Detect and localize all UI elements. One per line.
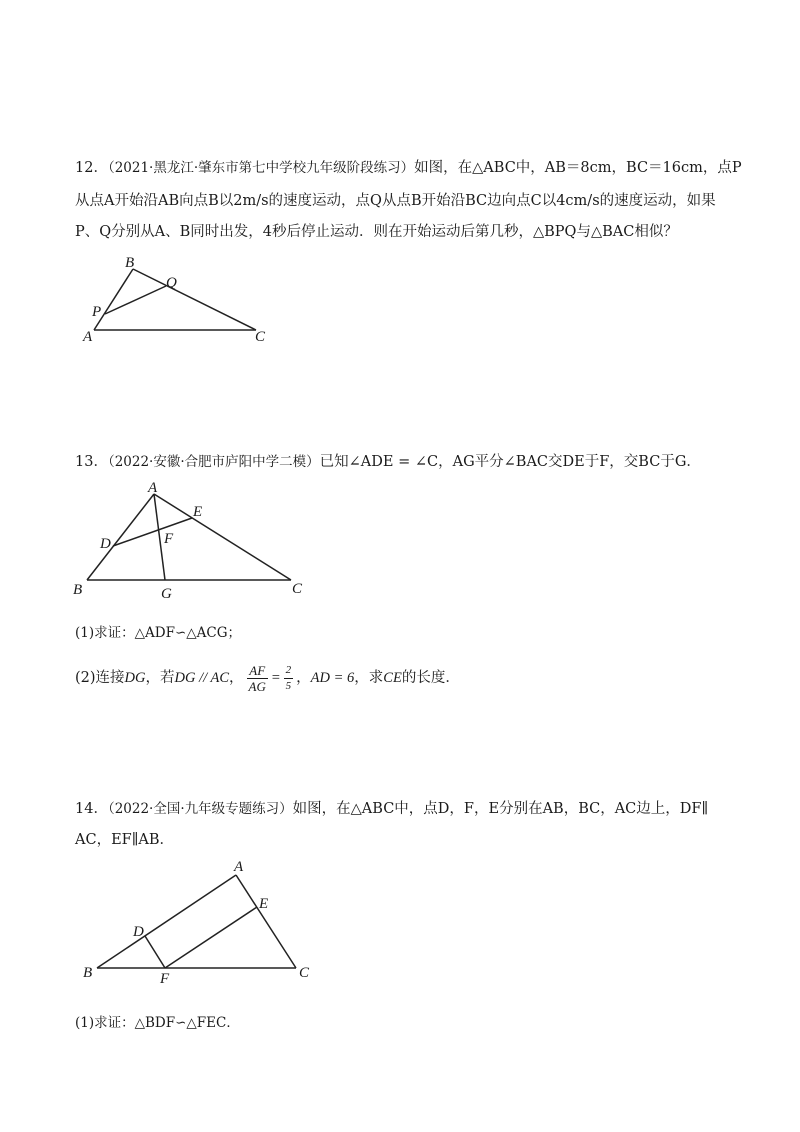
- q14-stem-line2: AC，EF∥AB．: [75, 832, 175, 848]
- q13-label-E: E: [193, 504, 203, 520]
- q13-line1: [75, 452, 701, 472]
- q14-stem-line1: 如图，在△ABC中，点D，F，E分别在AB，BC，AC边上，DF∥: [292, 801, 709, 817]
- q14-label-D: D: [133, 924, 144, 940]
- q13-part1: (1)求证：△ADF∽△ACG；: [75, 625, 242, 641]
- q12-stem-line2: 从点A开始沿AB向点B以2m/s的速度运动，点Q从点B开始沿BC边向点C以4cm/s的速度运动，如果: [75, 193, 716, 209]
- q12-figure: [80, 255, 280, 350]
- q13-label-C: C: [292, 581, 303, 597]
- q12-stem-line1: 如图，在△ABC中，AB＝8cm，BC＝16cm，点P: [414, 160, 742, 176]
- q14-line1: [75, 799, 708, 819]
- q13-part2: (2)连接DG，若DG // AC， $\frac{AF}{AG}$ = $\frac{2}{5}$ ，AD = 6，求CE的长度．: [75, 662, 460, 694]
- q14-label-E: E: [259, 896, 269, 912]
- q12-number: 12．: [75, 160, 108, 176]
- q12-source: （2021·黑龙江·肇东市第七中学校九年级阶段练习）: [107, 160, 415, 176]
- q13-figure: [70, 480, 310, 602]
- q12-label-Q: Q: [166, 275, 177, 291]
- q12-line1: [75, 158, 742, 178]
- q14-source: （2022·全国·九年级专题练习）: [107, 801, 293, 817]
- q14-figure: [80, 855, 320, 985]
- q12-label-B: B: [125, 255, 135, 271]
- q12-label-P: P: [92, 304, 102, 320]
- q13-label-F: F: [164, 531, 174, 547]
- q14-part1: (1)求证：△BDF∽△FEC．: [75, 1015, 240, 1031]
- q14-label-A: A: [234, 859, 244, 875]
- q13-label-B: B: [73, 582, 83, 598]
- q13-label-G: G: [161, 586, 172, 602]
- q14-label-C: C: [299, 965, 310, 981]
- q14-number: 14．: [75, 801, 108, 817]
- q13-fraction-2-5: $\frac{2}{5}$: [285, 663, 292, 692]
- q12-stem-line3: P、Q分别从A、B同时出发，4秒后停止运动．则在开始运动后第几秒，△BPQ与△BAC相似？: [75, 224, 678, 240]
- q12-label-C: C: [255, 329, 266, 345]
- q13-label-A: A: [148, 480, 158, 496]
- q12-label-A: A: [83, 329, 93, 345]
- q13-label-D: D: [100, 536, 111, 552]
- q13-stem: 已知∠ADE = ∠C，AG平分∠BAC交DE于F，交BC于G．: [319, 454, 701, 470]
- q13-number: 13．: [75, 454, 108, 470]
- q13-source: （2022·安徽·合肥市庐阳中学二模）: [107, 454, 320, 470]
- q13-fraction-af-ag: $\frac{AF}{AG}$: [248, 662, 266, 694]
- q14-label-F: F: [160, 971, 170, 987]
- q14-label-B: B: [83, 965, 93, 981]
